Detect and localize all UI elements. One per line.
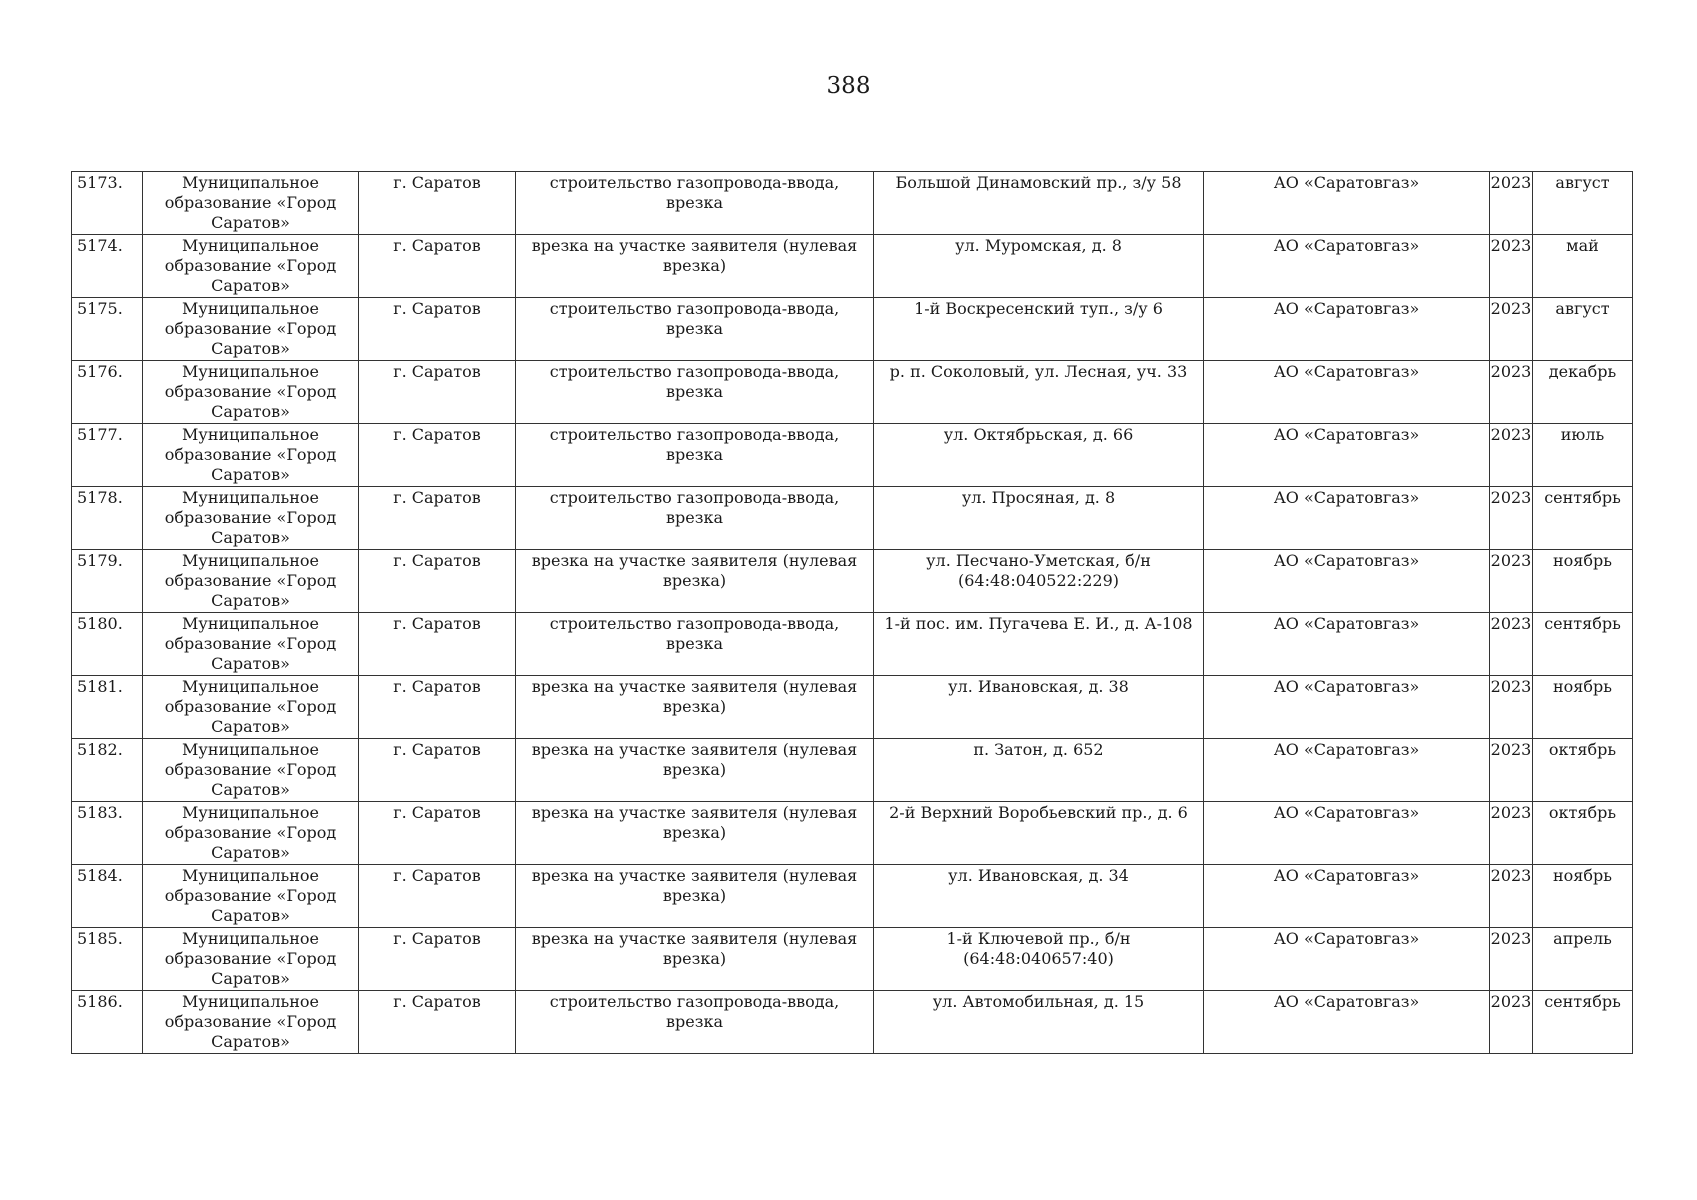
- table-row: [72, 361, 1633, 424]
- table-row: [72, 613, 1633, 676]
- table-row: [72, 739, 1633, 802]
- city-cell: г. Саратов: [359, 928, 516, 991]
- row-number-cell: 5181.: [72, 676, 143, 739]
- work-type-cell: врезка на участке заявителя (нулевая врезка): [516, 235, 874, 298]
- work-type-cell: врезка на участке заявителя (нулевая врезка): [516, 676, 874, 739]
- work-type-cell: врезка на участке заявителя (нулевая врезка): [516, 928, 874, 991]
- work-type-cell: строительство газопровода-ввода, врезка: [516, 361, 874, 424]
- table-row: [72, 550, 1633, 613]
- month-cell: май: [1533, 235, 1633, 298]
- city-cell: г. Саратов: [359, 676, 516, 739]
- organization-cell: АО «Саратовгаз»: [1204, 802, 1490, 865]
- row-number-cell: 5175.: [72, 298, 143, 361]
- year-cell: 2023: [1490, 739, 1533, 802]
- address-cell: п. Затон, д. 652: [874, 739, 1204, 802]
- organization-cell: АО «Саратовгаз»: [1204, 487, 1490, 550]
- page-number: 388: [826, 73, 871, 99]
- month-cell: июль: [1533, 424, 1633, 487]
- table-row: [72, 676, 1633, 739]
- row-number-cell: 5184.: [72, 865, 143, 928]
- city-cell: г. Саратов: [359, 424, 516, 487]
- table-row: [72, 865, 1633, 928]
- organization-cell: АО «Саратовгаз»: [1204, 424, 1490, 487]
- year-cell: 2023: [1490, 802, 1533, 865]
- municipality-cell: Муниципальное образование «Город Саратов»: [143, 424, 359, 487]
- address-cell: ул. Муромская, д. 8: [874, 235, 1204, 298]
- municipality-cell: Муниципальное образование «Город Саратов»: [143, 991, 359, 1054]
- address-cell: ул. Октябрьская, д. 66: [874, 424, 1204, 487]
- year-cell: 2023: [1490, 298, 1533, 361]
- table-body: [72, 172, 1633, 1054]
- municipality-cell: Муниципальное образование «Город Саратов»: [143, 298, 359, 361]
- organization-cell: АО «Саратовгаз»: [1204, 172, 1490, 235]
- table-row: [72, 172, 1633, 235]
- month-cell: ноябрь: [1533, 550, 1633, 613]
- month-cell: апрель: [1533, 928, 1633, 991]
- municipality-cell: Муниципальное образование «Город Саратов»: [143, 802, 359, 865]
- address-cell: ул. Песчано-Уметская, б/н (64:48:040522:229): [874, 550, 1204, 613]
- city-cell: г. Саратов: [359, 235, 516, 298]
- work-type-cell: врезка на участке заявителя (нулевая врезка): [516, 739, 874, 802]
- address-cell: Большой Динамовский пр., з/у 58: [874, 172, 1204, 235]
- address-cell: ул. Ивановская, д. 38: [874, 676, 1204, 739]
- row-number-cell: 5180.: [72, 613, 143, 676]
- year-cell: 2023: [1490, 928, 1533, 991]
- work-type-cell: строительство газопровода-ввода, врезка: [516, 613, 874, 676]
- organization-cell: АО «Саратовгаз»: [1204, 361, 1490, 424]
- year-cell: 2023: [1490, 424, 1533, 487]
- work-type-cell: врезка на участке заявителя (нулевая врезка): [516, 550, 874, 613]
- row-number-cell: 5176.: [72, 361, 143, 424]
- organization-cell: АО «Саратовгаз»: [1204, 676, 1490, 739]
- municipality-cell: Муниципальное образование «Город Саратов»: [143, 487, 359, 550]
- table-row: [72, 487, 1633, 550]
- year-cell: 2023: [1490, 361, 1533, 424]
- address-cell: 1-й Воскресенский туп., з/у 6: [874, 298, 1204, 361]
- gas-connection-table: [71, 171, 1633, 1054]
- municipality-cell: Муниципальное образование «Город Саратов»: [143, 739, 359, 802]
- city-cell: г. Саратов: [359, 550, 516, 613]
- city-cell: г. Саратов: [359, 487, 516, 550]
- address-cell: ул. Автомобильная, д. 15: [874, 991, 1204, 1054]
- city-cell: г. Саратов: [359, 172, 516, 235]
- row-number-cell: 5185.: [72, 928, 143, 991]
- month-cell: декабрь: [1533, 361, 1633, 424]
- year-cell: 2023: [1490, 235, 1533, 298]
- row-number-cell: 5186.: [72, 991, 143, 1054]
- month-cell: сентябрь: [1533, 613, 1633, 676]
- municipality-cell: Муниципальное образование «Город Саратов»: [143, 235, 359, 298]
- year-cell: 2023: [1490, 172, 1533, 235]
- work-type-cell: строительство газопровода-ввода, врезка: [516, 298, 874, 361]
- organization-cell: АО «Саратовгаз»: [1204, 928, 1490, 991]
- city-cell: г. Саратов: [359, 739, 516, 802]
- row-number-cell: 5178.: [72, 487, 143, 550]
- work-type-cell: строительство газопровода-ввода, врезка: [516, 487, 874, 550]
- address-cell: 1-й пос. им. Пугачева Е. И., д. А-108: [874, 613, 1204, 676]
- organization-cell: АО «Саратовгаз»: [1204, 298, 1490, 361]
- month-cell: август: [1533, 298, 1633, 361]
- city-cell: г. Саратов: [359, 361, 516, 424]
- address-cell: р. п. Соколовый, ул. Лесная, уч. 33: [874, 361, 1204, 424]
- organization-cell: АО «Саратовгаз»: [1204, 235, 1490, 298]
- month-cell: ноябрь: [1533, 865, 1633, 928]
- municipality-cell: Муниципальное образование «Город Саратов»: [143, 613, 359, 676]
- address-cell: 2-й Верхний Воробьевский пр., д. 6: [874, 802, 1204, 865]
- row-number-cell: 5183.: [72, 802, 143, 865]
- city-cell: г. Саратов: [359, 613, 516, 676]
- municipality-cell: Муниципальное образование «Город Саратов»: [143, 865, 359, 928]
- year-cell: 2023: [1490, 613, 1533, 676]
- year-cell: 2023: [1490, 487, 1533, 550]
- table-row: [72, 235, 1633, 298]
- year-cell: 2023: [1490, 865, 1533, 928]
- work-type-cell: строительство газопровода-ввода, врезка: [516, 424, 874, 487]
- work-type-cell: врезка на участке заявителя (нулевая врезка): [516, 865, 874, 928]
- table-row: [72, 991, 1633, 1054]
- organization-cell: АО «Саратовгаз»: [1204, 613, 1490, 676]
- month-cell: октябрь: [1533, 739, 1633, 802]
- municipality-cell: Муниципальное образование «Город Саратов»: [143, 928, 359, 991]
- city-cell: г. Саратов: [359, 865, 516, 928]
- city-cell: г. Саратов: [359, 298, 516, 361]
- row-number-cell: 5182.: [72, 739, 143, 802]
- address-cell: 1-й Ключевой пр., б/н (64:48:040657:40): [874, 928, 1204, 991]
- month-cell: октябрь: [1533, 802, 1633, 865]
- work-type-cell: строительство газопровода-ввода, врезка: [516, 991, 874, 1054]
- municipality-cell: Муниципальное образование «Город Саратов»: [143, 676, 359, 739]
- table-row: [72, 424, 1633, 487]
- organization-cell: АО «Саратовгаз»: [1204, 991, 1490, 1054]
- organization-cell: АО «Саратовгаз»: [1204, 550, 1490, 613]
- row-number-cell: 5179.: [72, 550, 143, 613]
- year-cell: 2023: [1490, 676, 1533, 739]
- work-type-cell: врезка на участке заявителя (нулевая врезка): [516, 802, 874, 865]
- table-row: [72, 298, 1633, 361]
- year-cell: 2023: [1490, 991, 1533, 1054]
- row-number-cell: 5177.: [72, 424, 143, 487]
- table-row: [72, 802, 1633, 865]
- month-cell: сентябрь: [1533, 487, 1633, 550]
- city-cell: г. Саратов: [359, 991, 516, 1054]
- month-cell: август: [1533, 172, 1633, 235]
- row-number-cell: 5173.: [72, 172, 143, 235]
- municipality-cell: Муниципальное образование «Город Саратов»: [143, 361, 359, 424]
- table-row: [72, 928, 1633, 991]
- municipality-cell: Муниципальное образование «Город Саратов»: [143, 172, 359, 235]
- work-type-cell: строительство газопровода-ввода, врезка: [516, 172, 874, 235]
- address-cell: ул. Просяная, д. 8: [874, 487, 1204, 550]
- month-cell: сентябрь: [1533, 991, 1633, 1054]
- year-cell: 2023: [1490, 550, 1533, 613]
- city-cell: г. Саратов: [359, 802, 516, 865]
- address-cell: ул. Ивановская, д. 34: [874, 865, 1204, 928]
- municipality-cell: Муниципальное образование «Город Саратов»: [143, 550, 359, 613]
- organization-cell: АО «Саратовгаз»: [1204, 739, 1490, 802]
- organization-cell: АО «Саратовгаз»: [1204, 865, 1490, 928]
- month-cell: ноябрь: [1533, 676, 1633, 739]
- row-number-cell: 5174.: [72, 235, 143, 298]
